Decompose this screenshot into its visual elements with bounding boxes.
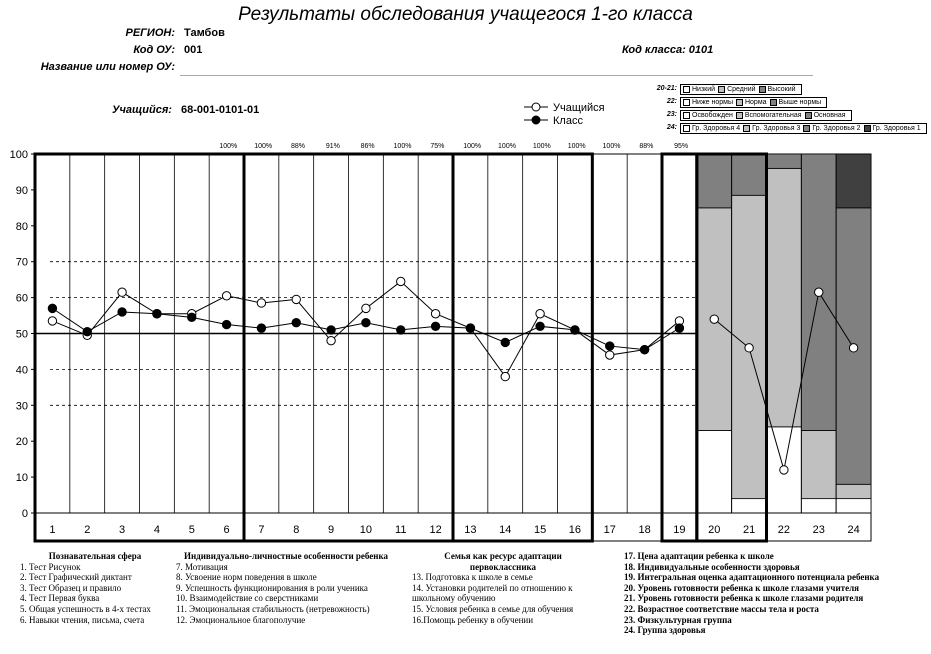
percent-label: 95% [674,143,689,150]
legend-item: 22. Возрастное соответствие массы тела и роста [624,603,819,614]
legend-item: 18. Индивидуальные особенности здоровья [624,561,800,572]
student-point [327,336,335,344]
section-adaptation [624,551,924,636]
x-tick-label: 14 [499,524,512,536]
region-label: РЕГИОН: [125,27,175,39]
stacked-bar-segment [697,430,732,513]
y-tick-label: 20 [15,436,28,449]
category-label: Ниже нормы [692,99,733,106]
student-point [745,344,753,352]
ou-code-value: 001 [184,44,203,56]
stacked-bar-segment [836,484,871,498]
student-point [849,344,857,352]
y-tick-label: 0 [21,508,28,520]
percent-label: 86% [360,143,375,150]
x-tick-label: 6 [223,524,230,536]
class-point [466,324,474,332]
section-family [412,551,594,625]
ou-code-label: Код ОУ: [133,44,175,56]
percent-label: 100% [602,143,621,150]
class-point [188,313,196,321]
legend-item: 9. Успешность функционирования в роли ученика [176,582,368,593]
class-point [501,338,509,346]
y-tick-label: 90 [15,184,28,197]
category-legend-key: 22: [666,98,677,105]
y-tick-label: 80 [15,220,28,233]
class-point [222,320,230,328]
stacked-bar-segment [732,154,767,195]
student-point [397,277,405,285]
class-point [153,310,161,318]
student-point [815,288,823,296]
student-point [362,304,370,312]
class-point [257,324,265,332]
legend-item: 23. Физкультурная группа [624,614,732,625]
legend-item: 20. Уровень готовности ребенка к школе глазами учителя [624,582,860,593]
student-value: 68-001-0101-01 [181,104,260,116]
legend-item: 2. Тест Графический диктант [20,572,132,583]
percent-label: 100% [532,143,551,150]
section-family-heading-2: первоклассника [469,561,537,572]
category-label: Средний [727,86,756,93]
legend-item: 7. Мотивация [176,561,228,572]
class-point [292,319,300,327]
legend-item: 17. Цена адаптации ребенка к школе [624,551,774,561]
x-tick-label: 20 [708,524,721,536]
legend-item: 11. Эмоциональная стабильность (нетревожность) [176,603,370,614]
class-point [606,342,614,350]
y-tick-label: 10 [15,472,28,485]
x-tick-label: 16 [568,524,582,536]
student-point [222,292,230,300]
x-tick-label: 7 [258,524,265,536]
category-label: Низкий [692,86,716,93]
class-point [118,308,126,316]
legend-item: 24. Группа здоровья [624,625,706,636]
percent-label: 100% [254,143,273,150]
percent-label: 100% [393,143,412,150]
class-point [362,319,370,327]
stacked-bar-segment [767,168,802,426]
section-cognitive-heading: Познавательная сфера [48,551,142,561]
y-tick-label: 30 [15,400,28,413]
class-point [83,328,91,336]
student-point [710,315,718,323]
stacked-bar-segment [836,154,871,208]
stacked-bar-segment [697,154,732,208]
x-tick-label: 4 [153,524,160,536]
category-legend-key: 24: [666,124,677,131]
class-code-label: Код класса: 0101 [622,44,714,56]
stacked-bar-segment [801,430,836,498]
x-tick-label: 12 [429,524,442,536]
class-point [675,324,683,332]
percent-label: 100% [567,143,586,150]
region-value: Тамбов [184,27,225,39]
student-point [118,288,126,296]
percent-label: 100% [463,143,482,150]
ou-name-label: Название или номер ОУ: [40,61,175,73]
category-label: Вспомогательная [744,112,802,119]
section-family-heading: Семья как ресурс адаптации [444,551,562,561]
stacked-bar-segment [836,499,871,513]
x-tick-label: 13 [464,524,477,536]
legend-item: 1. Тест Рисунок [20,561,81,572]
stacked-bar-segment [732,499,767,513]
x-tick-label: 11 [395,524,407,536]
class-point [431,322,439,330]
category-label: Гр. Здоровья 2 [812,125,861,132]
x-tick-label: 22 [777,524,791,536]
student-point [48,317,56,325]
legend-item: 21. Уровень готовности ребенка к школе глазами родителя [624,593,864,604]
student-point [431,310,439,318]
category-label: Высокий [767,86,796,93]
legend-item: 4. Тест Первая буква [20,593,100,604]
category-legend-key: 23: [666,111,677,118]
x-tick-label: 8 [293,524,300,536]
legend-item: 6. Навыки чтения, письма, счета [20,614,145,625]
y-tick-label: 100 [9,149,28,161]
class-point [327,326,335,334]
category-label: Освобожден [692,112,733,119]
x-tick-label: 24 [847,524,860,536]
x-tick-label: 5 [188,524,195,536]
legend-item: 13. Подготовка к школе в семье [412,572,533,583]
y-tick-label: 40 [15,364,28,377]
category-label: Основная [813,112,846,119]
category-legend-key: 20-21: [656,85,677,92]
category-label: Выше нормы [778,99,822,106]
percent-label: 88% [639,143,654,150]
student-point [606,351,614,359]
class-point [48,304,56,312]
category-label: Гр. Здоровья 1 [872,125,921,132]
stacked-bar-segment [801,499,836,513]
legend-item: 12. Эмоциональное благополучие [176,614,306,625]
y-tick-label: 70 [15,256,28,269]
x-tick-label: 18 [638,524,651,536]
legend-item: школьному обучению [412,593,496,604]
x-tick-label: 15 [533,524,547,536]
x-tick-label: 17 [603,524,616,536]
x-tick-label: 3 [119,524,126,536]
legend-item: 5. Общая успешность в 4-х тестах [20,603,151,614]
legend-item: 15. Условия ребенка в семье для обучения [412,603,574,614]
category-label: Гр. Здоровья 4 [692,125,741,132]
page-title: Результаты обследования учащегося 1-го класса [238,4,693,25]
student-point [780,466,788,474]
legend-item: 14. Установки родителей по отношению к [412,582,573,593]
section-personality [176,551,396,625]
percent-label: 88% [290,143,305,150]
x-tick-label: 1 [49,524,56,536]
x-tick-label: 19 [673,524,686,536]
student-point [257,299,265,307]
x-tick-label: 23 [812,524,825,536]
legend-student-label: Учащийся [553,102,605,114]
class-point [640,345,648,353]
percent-label: 75% [430,143,445,150]
class-point [571,326,579,334]
legend-item: 10. Взаимодействие со сверстниками [176,593,319,604]
legend-item: 19. Интегральная оценка адаптационного потенциала ребенка [624,572,880,583]
student-label: Учащийся: [112,104,172,116]
legend-item: 8. Усвоение норм поведения в школе [176,572,317,583]
percent-label: 91% [325,143,340,150]
legend-item: 3. Тест Образец и правило [20,582,122,593]
legend-class-label: Класс [553,115,583,127]
x-tick-label: 9 [328,524,335,536]
percent-label: 100% [219,143,238,150]
y-tick-label: 50 [15,328,28,341]
student-point [536,310,544,318]
section-personality-heading: Индивидуально-личностные особенности ребенка [183,551,389,561]
class-point [536,322,544,330]
stacked-bar-segment [767,154,802,168]
category-label: Норма [744,99,767,106]
student-point [501,372,509,380]
class-point [397,326,405,334]
legend-item: 16.Помощь ребенку в обучении [412,614,534,625]
section-cognitive [20,551,170,625]
x-tick-label: 21 [742,524,756,536]
x-tick-label: 10 [359,524,373,536]
y-tick-label: 60 [15,292,28,305]
percent-label: 100% [498,143,516,150]
student-point [292,295,300,303]
category-label: Гр. Здоровья 3 [752,125,801,132]
x-tick-label: 2 [84,524,91,536]
